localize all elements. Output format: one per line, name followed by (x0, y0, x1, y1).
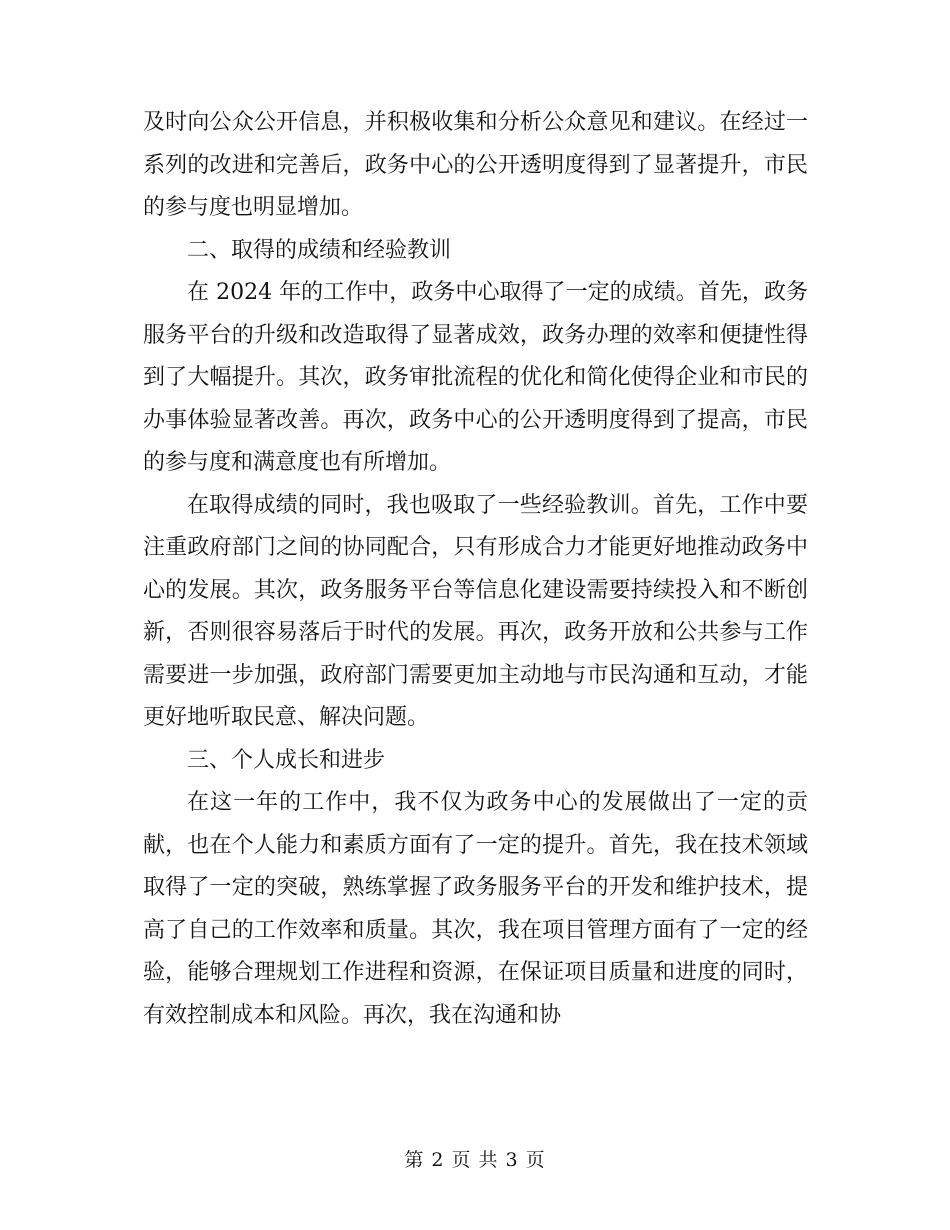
section-heading-3: 三、个人成长和进步 (187, 747, 386, 773)
page-number-label: 第 2 页 共 3 页 (404, 1149, 546, 1171)
paragraph-achievements: 在 2024 年的工作中，政务中心取得了一定的成绩。首先，政务服务平台的升级和改造取得了显著成效，政务办理的效率和便捷性得到了大幅提升。其次，政务审批流程的优化和简化使得企业和市民的办事体验显著改善。再次，政务中心的公开透明度得到了提高，市民的参与度和满意度也有所增加。 (143, 280, 808, 475)
document-body (143, 102, 808, 1037)
section-heading-2: 二、取得的成绩和经验教训 (187, 237, 452, 263)
paragraph-personal-growth: 在这一年的工作中，我不仅为政务中心的发展做出了一定的贡献，也在个人能力和素质方面有了一定的提升。首先，我在技术领域取得了一定的突破，熟练掌握了政务服务平台的开发和维护技术，提高了自己的工作效率和质量。其次，我在项目管理方面有了一定的经验，能够合理规划工作进程和资源，在保证项目质量和进度的同时，有效控制成本和风险。再次，我在沟通和协 (143, 790, 808, 1028)
paragraph-continuation: 及时向公众公开信息，并积极收集和分析公众意见和建议。在经过一系列的改进和完善后，政务中心的公开透明度得到了显著提升，市民的参与度也明显增加。 (143, 110, 808, 220)
page-footer (0, 1148, 950, 1172)
paragraph-lessons: 在取得成绩的同时，我也吸取了一些经验教训。首先，工作中要注重政府部门之间的协同配合，只有形成合力才能更好地推动政务中心的发展。其次，政务服务平台等信息化建设需要持续投入和不断创新，否则很容易落后于时代的发展。再次，政务开放和公共参与工作需要进一步加强，政府部门需要更加主动地与市民沟通和互动，才能更好地听取民意、解决问题。 (143, 492, 808, 730)
